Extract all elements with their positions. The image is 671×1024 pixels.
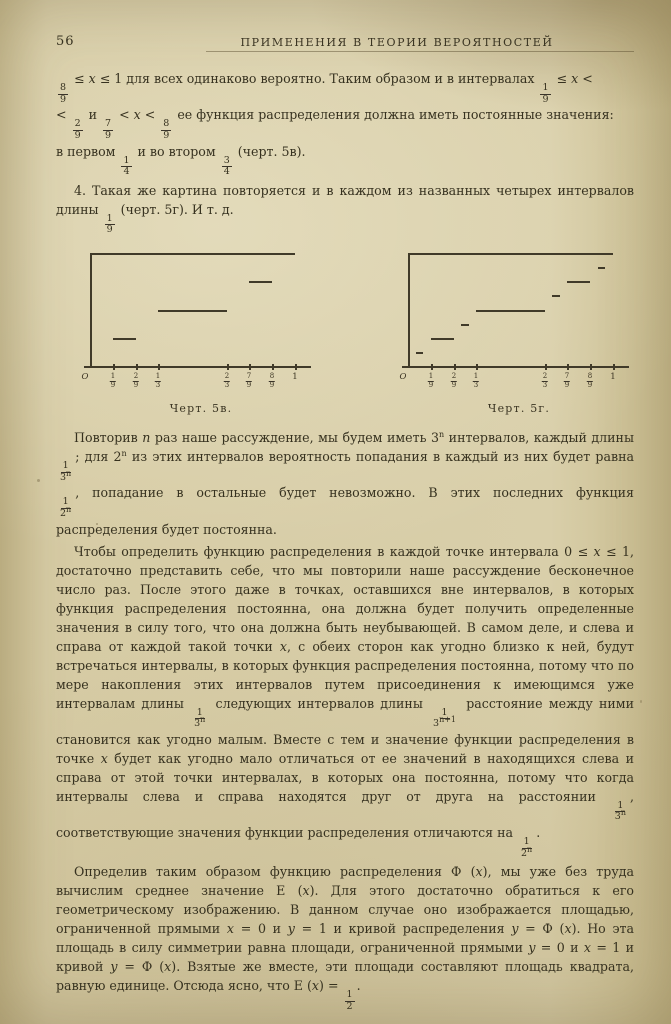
tick-mark — [567, 364, 569, 370]
fraction: $\frac{1}{9}$ — [542, 82, 549, 105]
tick-mark — [227, 364, 229, 370]
figure-plot — [82, 250, 320, 392]
fraction: $\frac{1}{9}$ — [110, 372, 116, 389]
fraction: $\frac{1}{2}$ — [346, 989, 353, 1012]
y-equals-1-line — [408, 253, 613, 255]
page-number: 56 — [56, 34, 75, 49]
tick-label: 1 — [292, 372, 298, 382]
running-head: ПРИМЕНЕНИЯ В ТЕОРИИ ВЕРОЯТНОСТЕЙ — [240, 36, 554, 49]
tick-mark — [613, 364, 615, 370]
fraction: $\frac{8}{9}$ — [163, 118, 170, 141]
step-segment — [598, 267, 605, 269]
fraction: $\frac{1}{2^n}$ — [521, 836, 533, 859]
tick-mark — [113, 364, 115, 370]
step-segment — [158, 310, 227, 312]
fraction: $\frac{1}{9}$ — [428, 372, 434, 389]
tick-label: O — [399, 372, 407, 382]
tick-label — [223, 373, 231, 390]
step-segment — [552, 295, 560, 297]
tick-label — [563, 373, 571, 390]
tick-mark — [590, 364, 592, 370]
fraction: $\frac{8}{9}$ — [60, 82, 67, 105]
tick-mark — [476, 364, 478, 370]
fraction: $\frac{8}{9}$ — [269, 372, 275, 389]
tick-label: 1 — [610, 372, 616, 382]
figure-caption: Черт. 5в. — [169, 402, 233, 415]
tick-mark — [272, 364, 274, 370]
page-header — [56, 28, 634, 56]
fraction: $\frac{2}{9}$ — [451, 372, 457, 389]
tick-mark — [158, 364, 160, 370]
paper-speck — [37, 479, 40, 482]
fraction: $\frac{1}{3}$ — [155, 372, 161, 389]
fraction: $\frac{1}{9}$ — [106, 212, 113, 236]
tick-label — [427, 373, 435, 390]
figure — [400, 250, 638, 418]
figure — [82, 250, 320, 418]
y-axis-line — [408, 253, 410, 366]
fraction: $\frac{1}{3}$ — [473, 372, 479, 389]
tick-label: O — [81, 372, 89, 382]
figure-caption: Черт. 5г. — [487, 402, 551, 415]
tick-mark — [431, 364, 433, 370]
fraction: $\frac{2}{3}$ — [542, 372, 548, 389]
x-axis-line — [84, 366, 311, 368]
header-rule — [206, 51, 634, 52]
fraction: $\frac{7}{9}$ — [564, 372, 570, 389]
step-segment — [476, 310, 545, 312]
tick-mark — [136, 364, 138, 370]
fraction: $\frac{1}{3^{n+1}}$ — [433, 706, 457, 730]
paper-speck — [96, 523, 98, 525]
paper-speck — [640, 700, 642, 703]
fraction: $\frac{2}{9}$ — [74, 118, 81, 141]
page-content — [56, 28, 634, 1013]
tick-label — [109, 373, 117, 390]
fraction: $\frac{1}{3^n}$ — [60, 460, 72, 483]
tick-label — [472, 373, 480, 390]
fraction: $\frac{2}{9}$ — [133, 372, 139, 389]
step-segment — [431, 338, 454, 340]
tick-mark — [249, 364, 251, 370]
tick-mark — [545, 364, 547, 370]
step-segment — [461, 324, 469, 326]
figures-row — [82, 250, 634, 418]
tick-label — [450, 373, 458, 390]
tick-label — [541, 373, 549, 390]
tick-label — [268, 373, 276, 390]
paragraph: Чтобы определить функцию распределения в каждой точке интервала 0 ≤ x ≤ 1, достаточно представить себе, что мы повторили наше рассуждение бесконечное число раз. После этого даже в точках, оставшихся вне интервалов, в которых функция распределения постоянна, она должна будет получить определенные значения в силу того, что она должна быть неубывающей. В самом деле, и слева и справа от каждой такой точки x, с обеих сторон как угодно близко к ней, будут встречаться интервалы, в которых функция распределения постоянна, потому что по мере накопления этих интервалов путем присоединения к имеющимся уже интервалам длины $\frac{1}{3^n}$ следующих интервалов длины $\frac{1}{3^{n+1}}$ расстояние между ними становится как угодно малым. Вместе с тем и значение функции распределения в точке x будет как угодно мало отличаться от ее значений в находящихся слева и справа от этой точки интервалах, в которых она постоянна, потому что когда интервалы слева и справа находятся друг от друга на расстоянии $\frac{1}{3^n}$ , соответствующие значения функции распределения отличаются на $\frac{1}{2^n}$ . — [56, 543, 635, 859]
tick-label — [586, 373, 594, 390]
step-segment — [113, 338, 136, 340]
paragraph: $\frac{8}{9}$ ≤ x ≤ 1 для всех одинаково вероятно. Таким образом и в интервалах $\frac{1}{9}$ ≤ x < < $\frac{2}{9}$ и $\frac{7}{9}$ < x < $\frac{8}{9}$ ее функция распределения должна иметь постоянные значения: в первом $\frac{1}{4}$ и во втором $\frac{3}{4}$ (черт. 5в). — [56, 71, 614, 178]
paragraph: 4. Такая же картина повторяется и в каждом из названных четырех интервалов длины $\frac{1}{9}$ (черт. 5г). И т. д. — [56, 182, 634, 236]
fraction: $\frac{1}{3^n}$ — [614, 799, 626, 823]
tick-label — [132, 373, 140, 390]
fraction: $\frac{1}{4}$ — [123, 154, 130, 178]
fraction: $\frac{1}{3^n}$ — [194, 706, 206, 730]
fraction: $\frac{2}{3}$ — [224, 372, 230, 389]
y-axis-line — [90, 253, 92, 366]
fraction: $\frac{3}{4}$ — [223, 154, 230, 178]
tick-mark — [454, 364, 456, 370]
step-segment — [416, 352, 423, 354]
x-axis-line — [402, 366, 629, 368]
step-segment — [249, 281, 272, 283]
text-block-bottom — [56, 428, 634, 1013]
tick-mark — [295, 364, 297, 370]
step-segment — [567, 281, 590, 283]
fraction: $\frac{1}{2^n}$ — [60, 496, 72, 519]
text-block-top — [56, 69, 634, 236]
figure-plot — [400, 250, 638, 392]
paragraph: Определив таким образом функцию распределения Ф (x), мы уже без труда вычислим среднее значение E (x). Для этого достаточно обратиться к его геометрическому изображению. В данном случае оно изображается площадью, ограниченной прямыми x = 0 и y = 1 и кривой распределения y = Ф (x). Но эта площадь в силу симметрии равна площади, ограниченной прямыми y = 0 и x = 1 и кривой y = Ф (x). Взятые же вместе, эти площади составляют площадь квадрата, равную единице. Отсюда ясно, что E (x) = $\frac{1}{2}$ . — [56, 864, 635, 1012]
y-equals-1-line — [90, 253, 295, 255]
fraction: $\frac{8}{9}$ — [587, 372, 593, 389]
tick-label — [245, 373, 253, 390]
tick-label — [154, 373, 162, 390]
fraction: $\frac{7}{9}$ — [105, 118, 112, 141]
paragraph: Повторив n раз наше рассуждение, мы будем иметь 3$^n$ интервалов, каждый длины $\frac{1}{3^n}$ ; для 2$^n$ из этих интервалов вероятность попадания в каждый из них будет равна $\frac{1}{2^n}$ , попадание в остальные будет невозможно. В этих последних функция распределения будет постоянна. — [56, 429, 634, 537]
fraction: $\frac{7}{9}$ — [246, 372, 252, 389]
